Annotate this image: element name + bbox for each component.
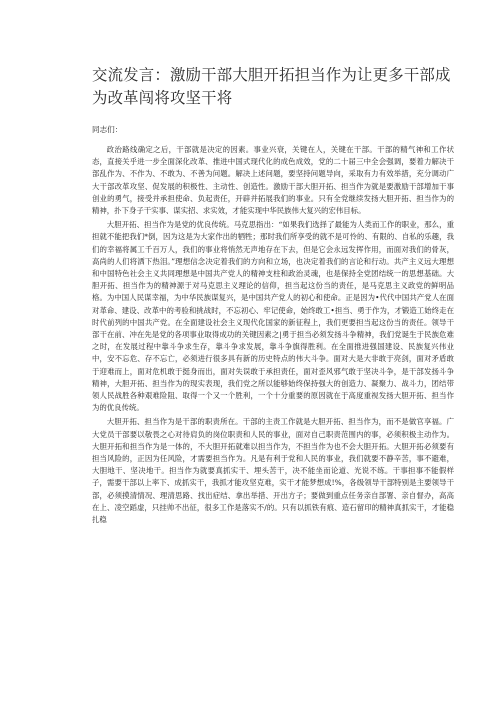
document-title: 交流发言：激励干部大胆开拓担当作为让更多干部成为改革闯将攻坚干将: [92, 66, 451, 107]
paragraph-3: 大胆开拓、担当作为是干部的职责所在。干部的主责工作就是大胆开拓、担当作为，而不是做官享福。广大党员干部要以敬畏之心对待肩负的岗位职责和人民的事业，面对自己职责范围内的事，必须积极主动作为。大胆开拓和担当作为是一体的，不大胆开拓就难以担当作为，不担当作为也不会大胆开拓。大胆开拓必须要有担当风险的，正因为任风险，才需要担当作为。凡是有利于党和人民的事业，我们就要不静辛苦，事不避难，大胆地干、坚决地干。担当作为就要真抓实干、埋头苦干，决不能坐而论道、光说不练。干事担事不能假样子，需要干部以上率下、成抓实干，我抓才能攻坚克难，实干才能梦想成!%，各级领导干部特别是主要领导干部，必须摸清情况、理清思路、找出症结、拿出举措、开出方子；要做到重点任务亲自部署、亲自督办，高高在上、凌空蹈虚，只挂帅不出征，很多工作是落实不/的。只有以抓铁有痕、造石留印的精神真抓实干，才能稳扎稳: [92, 417, 454, 525]
document-body: [92, 144, 454, 704]
salutation: 同志们：: [92, 125, 123, 134]
paragraph-2: 大胆开拓、担当作为是党的优良传统。马克思指出：“如果我们选择了最能为人类而工作的职业，那么，重担就不能把我们*倒，因为这是为大家作出的牺牲；那时我们所享受的就不是可怜的、有限的、自私的乐趣，我们的幸福将属工千百万人，我们的事业将悄然无声地存在下去，但是它会永远发挥作用，而面对我们的骨灰，高尚的人们将洒下热泪。”理想信念决定着我们的方向和立场，也决定着我们的言论和行动。共产主义远大理想和中国特色社会主义共同理想是中国共产党人的精神支柱和政治灵魂，也是保持全党团结统一的思想基础。大胆开拓、担当作为的精神源于对马克思主义理论的信仰，担当起这份当的责任，是马克思主义政党的鲜明品格。为中国人民谋幸福，为中华民族谋复兴，是中国共产党人的初心和使命。正是因为•代代中国共产党人在面对革命、建设、改革中的考验和挑战时，不忘初心、牢记使命，始终敢工•担当、勇于作为，才锻造工始终走在时代前列的中国共产党。在全面建设社会主义现代化国家的新征程上，我们更要担当起这份当的责任。领导干部干在前、冲在先是党的各项事业取得成功的关键因素之|勇于担当必须发扬斗争精神，我们党诞生于民族危难之时，在发展过程中靠斗争求生存，靠斗争求发展，靠斗争旗得胜利。在全面推进强国建设、民族复兴伟业中，安不忘危、存不忘亡，必须进行很多具有新的历史特点的伟大斗争。面对大是大非敢于亮剑，面对矛盾敢于迎难而上，面对危机敢于挺身而出，面对失误敢于承担责任，面对歪风邪气敢于坚决斗争，是干部发扬斗争精神，大胆开拓、担当作为的现实表现，我们党之所以能够始终保持强大的创造力、凝聚力、战斗力，团结带领人民战胜各种艰难险阻、取得一个又一个胜利，一个十分重要的原因就在于高度重视发扬大胆开拓、担当作为的优良传统。: [92, 220, 454, 413]
paragraph-1: 政治路线确定之后，干部就是决定的因素。事业兴衰，关键在人，关键在干部。干部的精气神和工作状态，直接关乎进一步全面深化改革、推进中国式现代化的成色成效，党的二十届三中全会强调，要着力解决干部乱作为、不作为、不敢为、不善为问题。解决上述问题，要坚持问题导向，采取有力有效举措，充分调动广大干部改革攻坚、促发展的积极性、主动性、创造性。激励干部大胆开拓、担当作为就是要激励干部增加干事创业的勇气，接受并承担使命、负起责任，开辟并拓展我们的事业。只有全党继续发扬大胆开拓、担当作为的精神，扑下身子干实事、谋实招、求实效，才能实现中华民族伟大复兴的宏伟目标。: [92, 145, 454, 216]
